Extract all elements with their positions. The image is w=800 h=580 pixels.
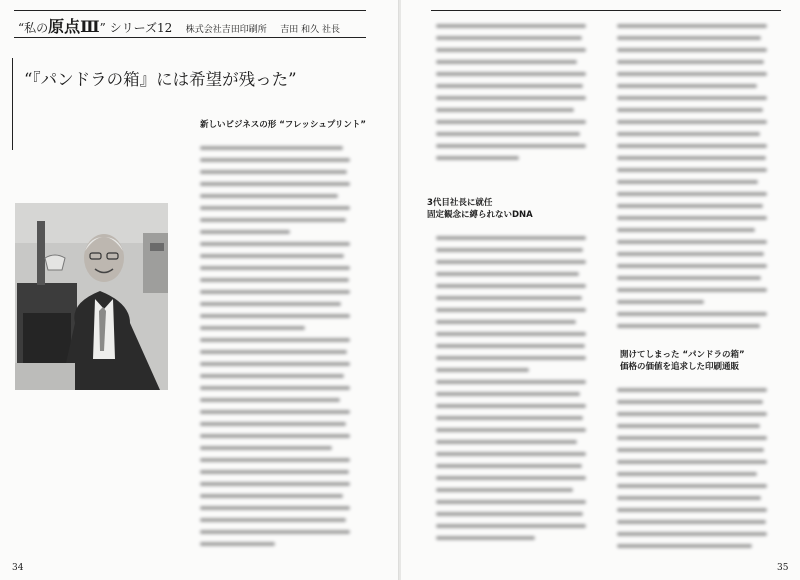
right-text-column-1a [436, 24, 586, 168]
top-rule [14, 10, 366, 11]
right-text-column-2b [617, 388, 767, 556]
portrait-photo [15, 203, 168, 390]
person-name: 吉田 和久 社長 [280, 25, 341, 35]
page-number-left: 34 [12, 563, 24, 573]
right-text-column-2a [617, 24, 767, 336]
page-number-right: 35 [777, 563, 789, 573]
series-suffix: ” シリーズ12 [99, 21, 173, 35]
portrait-illustration [15, 203, 168, 390]
top-rule-right [431, 10, 781, 11]
left-text-column [200, 146, 350, 554]
subhead-pandora-box-line2: 価格の価値を追求した印刷通販 [620, 362, 740, 372]
subhead-fresh-print: 新しいビジネスの形 “フレッシュプリント” [200, 120, 366, 130]
subhead-third-president-line1: 3代目社長に就任 [427, 198, 493, 208]
subhead-third-president [427, 197, 533, 221]
series-prefix: “私の [18, 21, 49, 35]
right-page [401, 0, 800, 580]
subhead-pandora-box [620, 349, 745, 373]
company-name: 株式会社吉田印刷所 [185, 25, 267, 35]
subhead-third-president-line2: 固定観念に縛られないDNA [427, 210, 533, 220]
right-text-column-1b [436, 236, 586, 548]
left-page [0, 0, 399, 580]
subhead-pandora-box-line1: 開けてしまった “パンドラの箱” [620, 350, 745, 360]
headline-bar [12, 58, 13, 150]
header-underline [14, 37, 366, 38]
headline: “『パンドラの箱』には希望が残った” [24, 70, 297, 89]
series-header [18, 14, 340, 37]
series-title: 原点Ⅲ [48, 17, 100, 36]
